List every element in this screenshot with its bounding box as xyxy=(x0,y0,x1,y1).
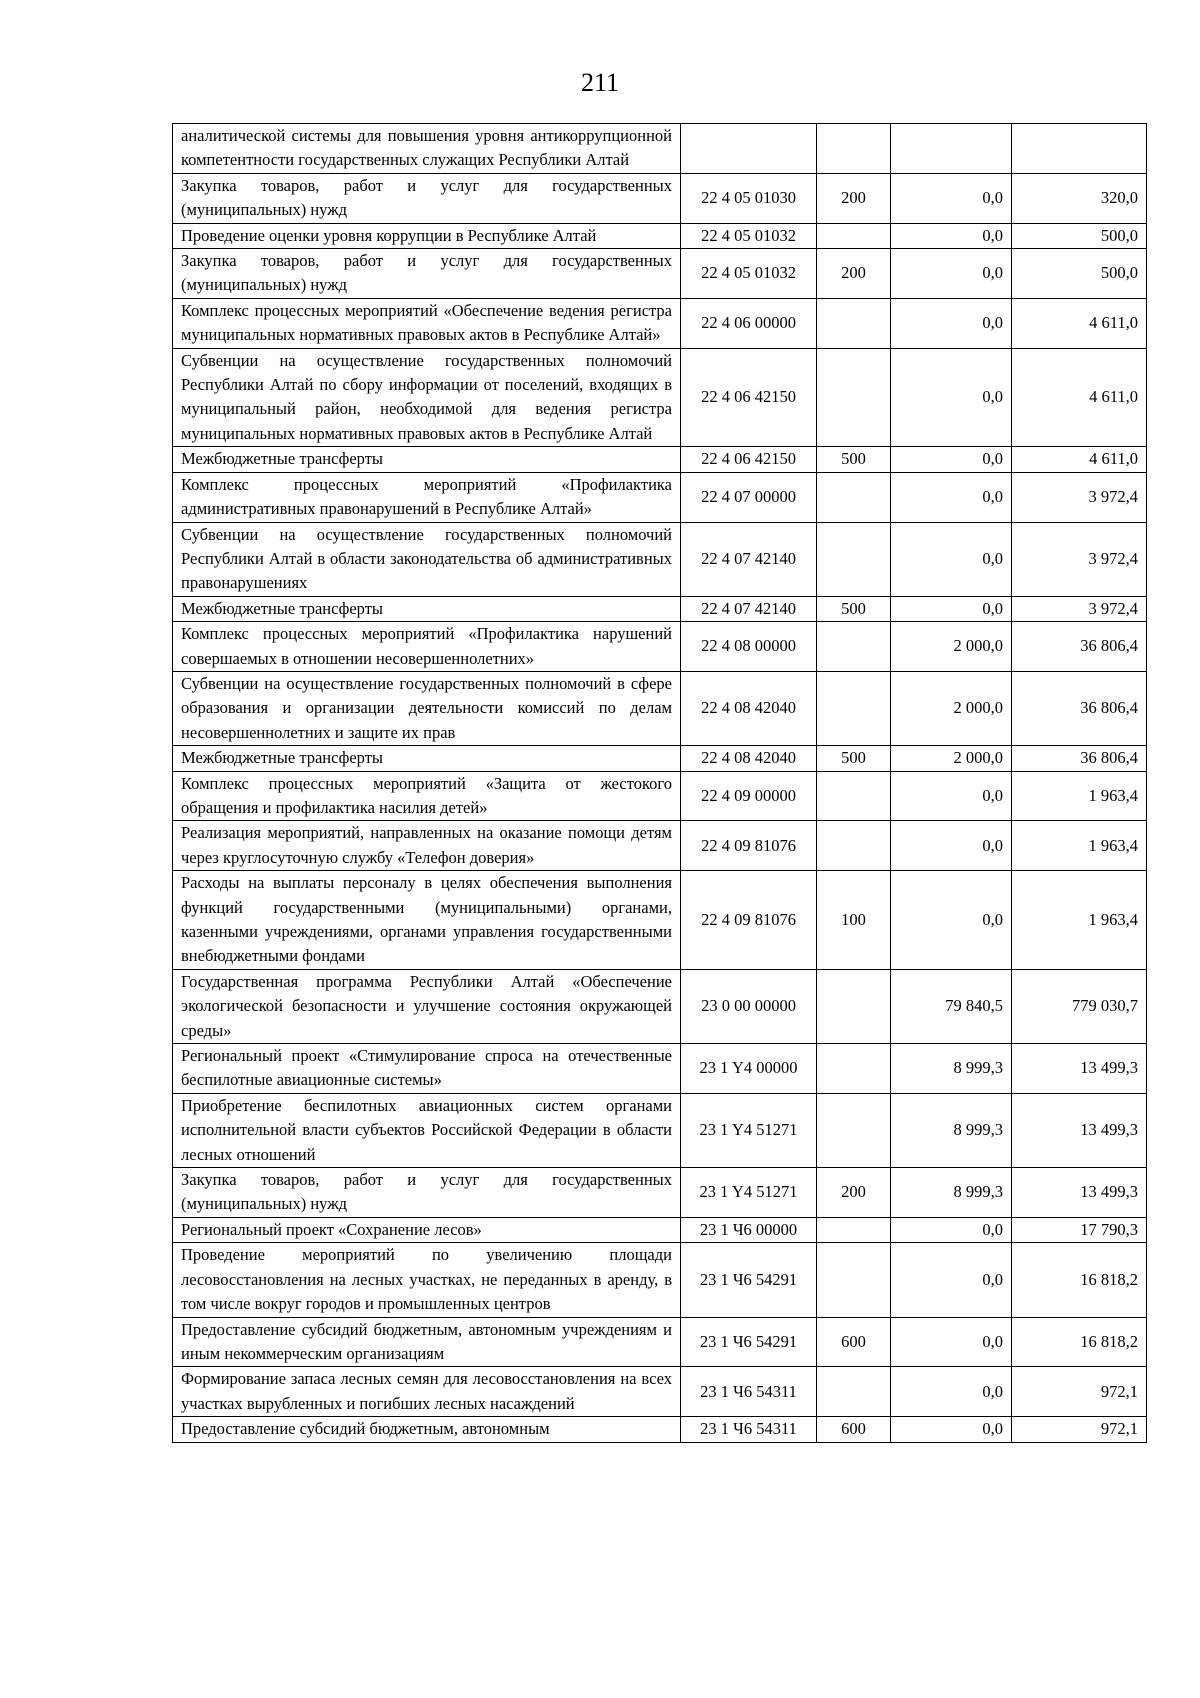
target-code-cell: 22 4 08 42040 xyxy=(681,746,817,771)
target-code-cell: 22 4 05 01032 xyxy=(681,223,817,248)
target-code-cell: 22 4 07 00000 xyxy=(681,472,817,522)
expense-type-cell xyxy=(817,348,891,447)
item-name-cell: Субвенции на осуществление государственных полномочий Республики Алтай в области законодательства об административных правонарушениях xyxy=(173,522,681,596)
amount-1-cell: 0,0 xyxy=(891,821,1012,871)
table-row xyxy=(173,821,1147,871)
amount-2-cell: 1 963,4 xyxy=(1012,871,1147,970)
table-row xyxy=(173,447,1147,472)
amount-2-cell: 16 818,2 xyxy=(1012,1243,1147,1317)
table-row xyxy=(173,1044,1147,1094)
amount-1-cell: 2 000,0 xyxy=(891,746,1012,771)
target-code-cell: 23 1 Ч6 54311 xyxy=(681,1367,817,1417)
amount-2-cell: 13 499,3 xyxy=(1012,1168,1147,1218)
amount-1-cell: 0,0 xyxy=(891,249,1012,299)
expense-type-cell xyxy=(817,522,891,596)
target-code-cell: 23 1 Y4 51271 xyxy=(681,1168,817,1218)
amount-1-cell: 0,0 xyxy=(891,223,1012,248)
expense-type-cell xyxy=(817,671,891,745)
amount-1-cell: 8 999,3 xyxy=(891,1044,1012,1094)
item-name-cell: Региональный проект «Стимулирование спроса на отечественные беспилотные авиационные системы» xyxy=(173,1044,681,1094)
amount-2-cell: 500,0 xyxy=(1012,249,1147,299)
amount-1-cell: 8 999,3 xyxy=(891,1168,1012,1218)
table-row xyxy=(173,124,1147,174)
expense-type-cell: 200 xyxy=(817,249,891,299)
item-name-cell: Проведение мероприятий по увеличению площади лесовосстановления на лесных участках, не переданных в аренду, в том числе вокруг городов и промышленных центров xyxy=(173,1243,681,1317)
item-name-cell: Межбюджетные трансферты xyxy=(173,596,681,621)
amount-1-cell: 0,0 xyxy=(891,447,1012,472)
table-row xyxy=(173,348,1147,447)
expense-type-cell xyxy=(817,1367,891,1417)
amount-2-cell: 500,0 xyxy=(1012,223,1147,248)
table-row xyxy=(173,871,1147,970)
expense-type-cell xyxy=(817,223,891,248)
amount-1-cell: 0,0 xyxy=(891,173,1012,223)
table-row xyxy=(173,596,1147,621)
target-code-cell: 22 4 05 01032 xyxy=(681,249,817,299)
item-name-cell: Закупка товаров, работ и услуг для государственных (муниципальных) нужд xyxy=(173,173,681,223)
target-code-cell: 23 1 Ч6 00000 xyxy=(681,1217,817,1242)
expense-type-cell: 600 xyxy=(817,1417,891,1442)
target-code-cell: 22 4 06 00000 xyxy=(681,298,817,348)
amount-1-cell: 2 000,0 xyxy=(891,671,1012,745)
table-row xyxy=(173,1417,1147,1442)
item-name-cell: Региональный проект «Сохранение лесов» xyxy=(173,1217,681,1242)
amount-2-cell: 36 806,4 xyxy=(1012,746,1147,771)
expense-type-cell: 600 xyxy=(817,1317,891,1367)
amount-1-cell: 79 840,5 xyxy=(891,969,1012,1043)
amount-2-cell: 13 499,3 xyxy=(1012,1044,1147,1094)
table-row xyxy=(173,298,1147,348)
item-name-cell: Предоставление субсидий бюджетным, автономным учреждениям и иным некоммерческим организациям xyxy=(173,1317,681,1367)
target-code-cell: 22 4 07 42140 xyxy=(681,522,817,596)
table-row xyxy=(173,1243,1147,1317)
table-row xyxy=(173,1168,1147,1218)
amount-1-cell: 0,0 xyxy=(891,348,1012,447)
table-row xyxy=(173,1217,1147,1242)
expense-type-cell xyxy=(817,298,891,348)
amount-1-cell xyxy=(891,124,1012,174)
target-code-cell: 22 4 05 01030 xyxy=(681,173,817,223)
item-name-cell: Комплекс процессных мероприятий «Защита от жестокого обращения и профилактика насилия детей» xyxy=(173,771,681,821)
target-code-cell: 23 1 Ч6 54311 xyxy=(681,1417,817,1442)
amount-1-cell: 0,0 xyxy=(891,298,1012,348)
expense-type-cell xyxy=(817,821,891,871)
item-name-cell: Расходы на выплаты персоналу в целях обеспечения выполнения функций государственными (муниципальными) органами, казенными учреждениями, органами управления государственными внебюджетными фондами xyxy=(173,871,681,970)
item-name-cell: аналитической системы для повышения уровня антикоррупционной компетентности государственных служащих Республики Алтай xyxy=(173,124,681,174)
table-row xyxy=(173,1317,1147,1367)
expense-type-cell xyxy=(817,472,891,522)
budget-table-body xyxy=(173,124,1147,1443)
table-row xyxy=(173,1367,1147,1417)
target-code-cell: 23 1 Y4 51271 xyxy=(681,1093,817,1167)
target-code-cell: 22 4 09 00000 xyxy=(681,771,817,821)
amount-1-cell: 0,0 xyxy=(891,522,1012,596)
item-name-cell: Межбюджетные трансферты xyxy=(173,746,681,771)
item-name-cell: Субвенции на осуществление государственных полномочий в сфере образования и организации деятельности комиссий по делам несовершеннолетних и защите их прав xyxy=(173,671,681,745)
expense-type-cell xyxy=(817,124,891,174)
target-code-cell: 22 4 06 42150 xyxy=(681,348,817,447)
amount-2-cell: 3 972,4 xyxy=(1012,522,1147,596)
amount-1-cell: 0,0 xyxy=(891,472,1012,522)
amount-1-cell: 0,0 xyxy=(891,1243,1012,1317)
table-row xyxy=(173,671,1147,745)
table-row xyxy=(173,472,1147,522)
table-row xyxy=(173,622,1147,672)
target-code-cell: 23 1 Y4 00000 xyxy=(681,1044,817,1094)
item-name-cell: Предоставление субсидий бюджетным, автономным xyxy=(173,1417,681,1442)
amount-2-cell: 972,1 xyxy=(1012,1367,1147,1417)
table-row xyxy=(173,969,1147,1043)
expense-type-cell: 500 xyxy=(817,596,891,621)
amount-2-cell: 1 963,4 xyxy=(1012,771,1147,821)
amount-1-cell: 0,0 xyxy=(891,1317,1012,1367)
item-name-cell: Субвенции на осуществление государственных полномочий Республики Алтай по сбору информации от поселений, входящих в муниципальный район, необходимой для ведения регистра муниципальных нормативных правовых актов в Республике Алтай xyxy=(173,348,681,447)
item-name-cell: Закупка товаров, работ и услуг для государственных (муниципальных) нужд xyxy=(173,1168,681,1218)
table-row xyxy=(173,746,1147,771)
amount-2-cell: 13 499,3 xyxy=(1012,1093,1147,1167)
amount-2-cell: 17 790,3 xyxy=(1012,1217,1147,1242)
expense-type-cell: 200 xyxy=(817,173,891,223)
amount-2-cell: 16 818,2 xyxy=(1012,1317,1147,1367)
amount-2-cell: 320,0 xyxy=(1012,173,1147,223)
expense-type-cell xyxy=(817,1217,891,1242)
target-code-cell: 23 1 Ч6 54291 xyxy=(681,1317,817,1367)
target-code-cell: 22 4 08 00000 xyxy=(681,622,817,672)
item-name-cell: Государственная программа Республики Алтай «Обеспечение экологической безопасности и улучшение состояния окружающей среды» xyxy=(173,969,681,1043)
item-name-cell: Формирование запаса лесных семян для лесовосстановления на всех участках вырубленных и погибших лесных насаждений xyxy=(173,1367,681,1417)
expense-type-cell xyxy=(817,1044,891,1094)
table-row xyxy=(173,522,1147,596)
item-name-cell: Приобретение беспилотных авиационных систем органами исполнительной власти субъектов Российской Федерации в области лесных отношений xyxy=(173,1093,681,1167)
expense-type-cell xyxy=(817,1243,891,1317)
budget-table xyxy=(172,123,1147,1443)
item-name-cell: Комплекс процессных мероприятий «Профилактика административных правонарушений в Республике Алтай» xyxy=(173,472,681,522)
amount-1-cell: 0,0 xyxy=(891,596,1012,621)
amount-2-cell: 3 972,4 xyxy=(1012,596,1147,621)
target-code-cell: 23 1 Ч6 54291 xyxy=(681,1243,817,1317)
expense-type-cell: 500 xyxy=(817,746,891,771)
target-code-cell: 23 0 00 00000 xyxy=(681,969,817,1043)
amount-2-cell: 972,1 xyxy=(1012,1417,1147,1442)
amount-2-cell xyxy=(1012,124,1147,174)
amount-1-cell: 8 999,3 xyxy=(891,1093,1012,1167)
item-name-cell: Комплекс процессных мероприятий «Обеспечение ведения регистра муниципальных нормативных правовых актов в Республике Алтай» xyxy=(173,298,681,348)
item-name-cell: Комплекс процессных мероприятий «Профилактика нарушений совершаемых в отношении несовершеннолетних» xyxy=(173,622,681,672)
target-code-cell: 22 4 06 42150 xyxy=(681,447,817,472)
amount-1-cell: 0,0 xyxy=(891,871,1012,970)
expense-type-cell: 100 xyxy=(817,871,891,970)
amount-2-cell: 3 972,4 xyxy=(1012,472,1147,522)
item-name-cell: Проведение оценки уровня коррупции в Республике Алтай xyxy=(173,223,681,248)
amount-1-cell: 0,0 xyxy=(891,771,1012,821)
table-row xyxy=(173,1093,1147,1167)
item-name-cell: Межбюджетные трансферты xyxy=(173,447,681,472)
expense-type-cell xyxy=(817,771,891,821)
amount-1-cell: 0,0 xyxy=(891,1217,1012,1242)
item-name-cell: Реализация мероприятий, направленных на оказание помощи детям через круглосуточную службу «Телефон доверия» xyxy=(173,821,681,871)
target-code-cell xyxy=(681,124,817,174)
expense-type-cell xyxy=(817,622,891,672)
table-row xyxy=(173,173,1147,223)
amount-2-cell: 4 611,0 xyxy=(1012,447,1147,472)
amount-1-cell: 0,0 xyxy=(891,1417,1012,1442)
amount-1-cell: 0,0 xyxy=(891,1367,1012,1417)
target-code-cell: 22 4 08 42040 xyxy=(681,671,817,745)
item-name-cell: Закупка товаров, работ и услуг для государственных (муниципальных) нужд xyxy=(173,249,681,299)
target-code-cell: 22 4 09 81076 xyxy=(681,871,817,970)
expense-type-cell: 200 xyxy=(817,1168,891,1218)
amount-2-cell: 779 030,7 xyxy=(1012,969,1147,1043)
amount-2-cell: 4 611,0 xyxy=(1012,298,1147,348)
target-code-cell: 22 4 09 81076 xyxy=(681,821,817,871)
table-row xyxy=(173,771,1147,821)
amount-2-cell: 36 806,4 xyxy=(1012,622,1147,672)
target-code-cell: 22 4 07 42140 xyxy=(681,596,817,621)
table-row xyxy=(173,223,1147,248)
table-row xyxy=(173,249,1147,299)
expense-type-cell xyxy=(817,1093,891,1167)
amount-2-cell: 4 611,0 xyxy=(1012,348,1147,447)
amount-1-cell: 2 000,0 xyxy=(891,622,1012,672)
amount-2-cell: 36 806,4 xyxy=(1012,671,1147,745)
page-number: 211 xyxy=(580,68,620,97)
expense-type-cell: 500 xyxy=(817,447,891,472)
amount-2-cell: 1 963,4 xyxy=(1012,821,1147,871)
expense-type-cell xyxy=(817,969,891,1043)
